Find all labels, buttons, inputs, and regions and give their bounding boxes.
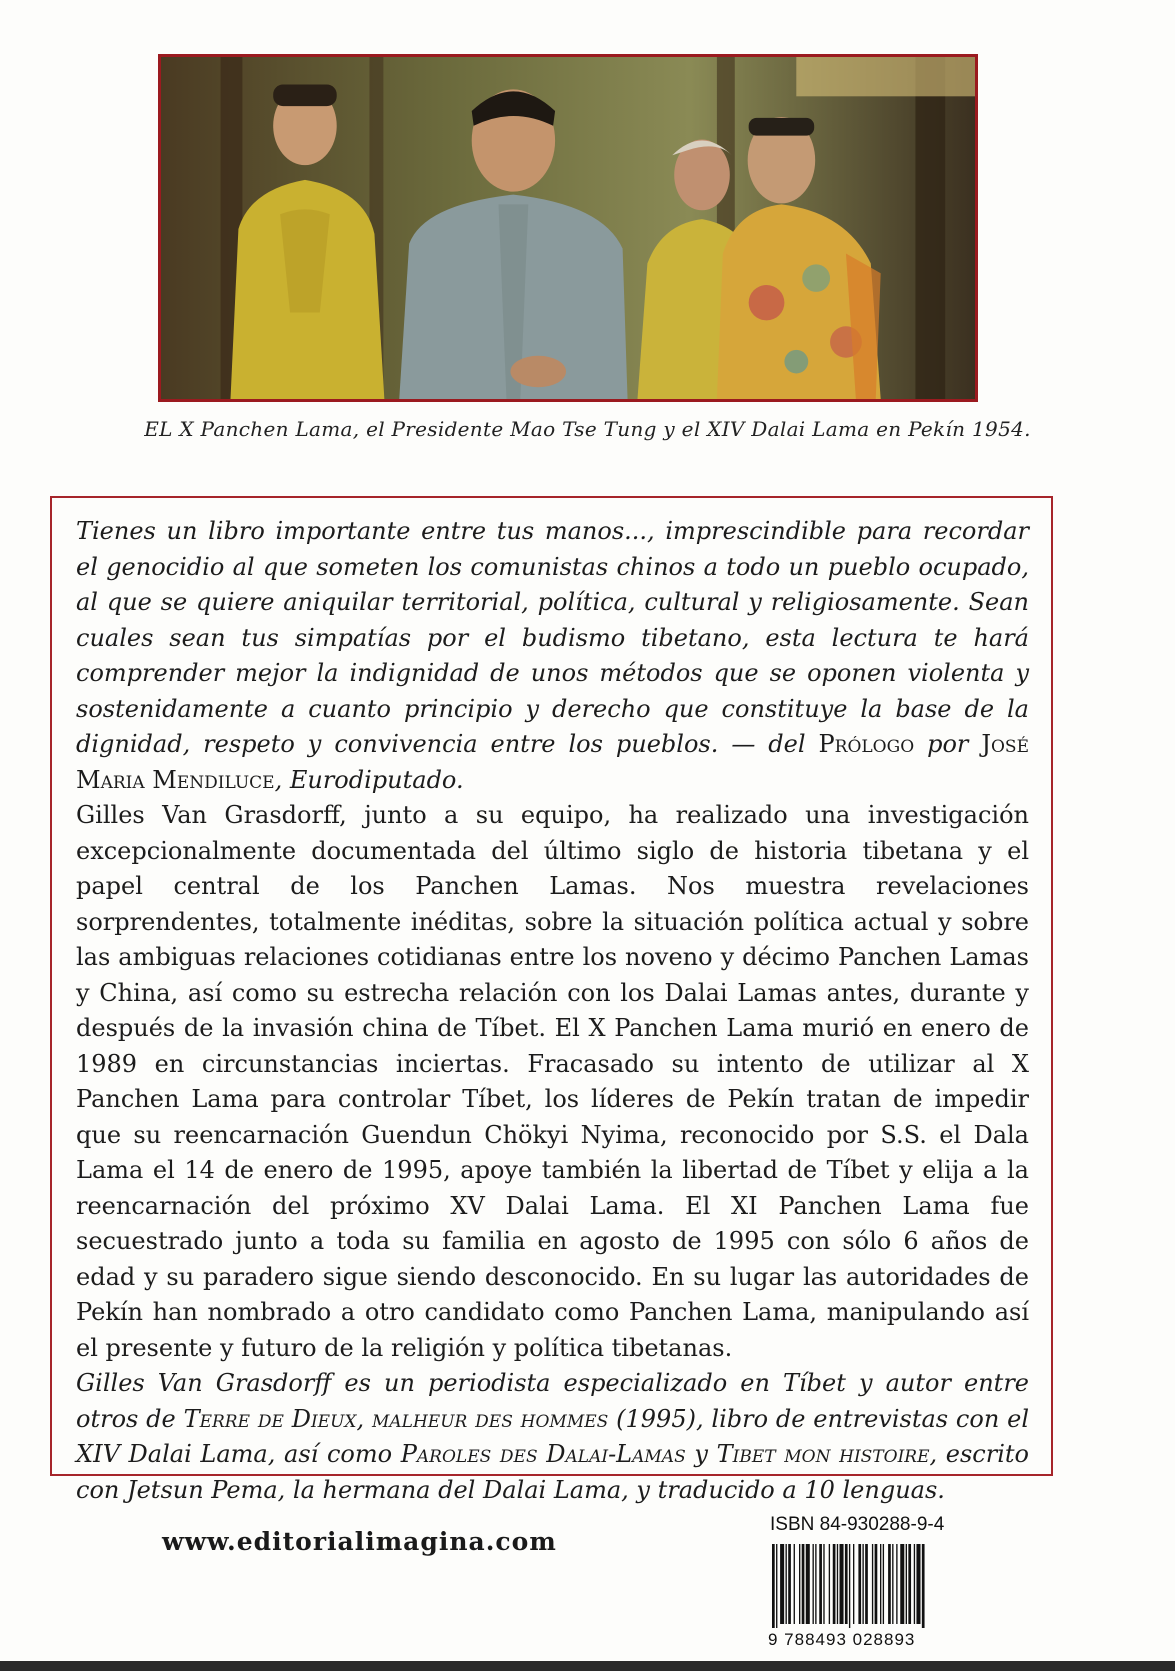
barcode-bar — [883, 1544, 884, 1624]
barcode-bar — [916, 1544, 920, 1624]
barcode-bar — [840, 1544, 844, 1624]
historical-photo-icon — [161, 57, 975, 399]
barcode-bar — [819, 1544, 822, 1624]
barcode-bar — [823, 1544, 824, 1624]
bio-book3: Tibet mon histoire — [716, 1440, 930, 1468]
barcode-bar — [849, 1544, 850, 1628]
quote-by: por — [914, 730, 982, 758]
barcode-bar — [906, 1544, 907, 1624]
prologue-quote — [76, 514, 1029, 798]
barcode-bar — [799, 1544, 800, 1624]
prologue-author: José Maria Mendiluce — [76, 730, 1029, 794]
barcode-bar — [880, 1544, 881, 1624]
barcode-bar — [845, 1544, 848, 1624]
barcode-bar — [788, 1544, 791, 1624]
bio-book1: Terre de Dieux, malheur des hommes — [183, 1404, 609, 1433]
publisher-website[interactable]: www.editorialimagina.com — [162, 1527, 557, 1556]
barcode-bar — [780, 1544, 784, 1624]
bio-part4: , escrito con Jetsun Pema, la hermana del Dalai Lama, y traducido a 10 lenguas. — [76, 1440, 1029, 1504]
bio-part2: (1995), libro de entrevistas con el XIV Dalai Lama, así como — [76, 1404, 1029, 1468]
barcode-bar — [794, 1544, 795, 1624]
page-edge — [0, 1661, 1175, 1671]
author-bio — [76, 1366, 1029, 1508]
bio-part3: y — [685, 1440, 717, 1468]
barcode-bar — [802, 1544, 805, 1624]
quote-text: Tienes un libro importante entre tus manos..., imprescindible para recordar el genocidio al que someten los comunistas chinos a todo un pueblo ocupado, al que se quiere aniquilar territorial, política, cultural y religiosamente. Sean cuales sean tus simpatías por el budismo tibetano, esta lectura te hará comprender mejor la indignidad de unos métodos que se oponen violenta y sostenidamente a cuanto principio y derecho que constituye la base de la dignidad, respeto y convivencia entre los pueblos. — del — [76, 517, 1029, 758]
barcode-bar — [772, 1544, 775, 1628]
barcode-bar — [858, 1544, 861, 1624]
barcode-bar — [865, 1544, 868, 1624]
barcode-bar — [872, 1544, 873, 1624]
barcode-bar — [888, 1544, 891, 1624]
barcode-digits: 9 788493 028893 — [768, 1630, 916, 1649]
barcode-bar — [908, 1544, 911, 1624]
bio-book2: Paroles des Dalai-Lamas — [400, 1440, 686, 1468]
isbn-label: ISBN 84-930288-9-4 — [770, 1514, 945, 1535]
barcode-bar — [900, 1544, 904, 1624]
barcode-bar — [896, 1544, 897, 1624]
synopsis-text: Gilles Van Grasdorff, junto a su equipo, ha realizado una investigación excepcionalmente documentada del último siglo de historia tibetana y el papel central de los Panchen Lamas. Nos muestra revelaciones sorprendentes, totalmente inéditas, sobre la situación política actual y sobre las ambiguas relaciones cotidianas entre los noveno y décimo Panchen Lamas y China, así como su estrecha relación con los Dalai Lamas antes, durante y después de la invasión china de Tíbet. El X Panchen Lama murió en enero de 1989 en circunstancias inciertas. Fracasado su intento de utilizar al X Panchen Lama para controlar Tíbet, los líderes de Pekín tratan de impedir que su reencarnación Guendun Chökyi Nyima, reconocido por S.S. el Dala Lama el 14 de enero de 1995, apoye también la libertad de Tíbet y elija a la reencarnación del próximo XV Dalai Lama. El XI Panchen Lama fue secuestrado junto a toda su familia en agosto de 1995 con sólo 6 años de edad y su paradero sigue siendo desconocido. En su lugar las autoridades de Pekín han nombrado a otro candidato como Panchen Lama, manipulando así el presente y futuro de la religión y política tibetanas. — [76, 801, 1029, 1362]
description-box — [50, 496, 1053, 1504]
barcode-bar — [892, 1544, 893, 1624]
barcode-bar — [776, 1544, 777, 1628]
prologue-author-role: , Eurodiputado. — [274, 765, 464, 794]
bio-part1: Gilles Van Grasdorff es un periodista especializado en Tíbet y autor entre otros de — [76, 1369, 1029, 1433]
photo-caption: EL X Panchen Lama, el Presidente Mao Tse Tung y el XIV Dalai Lama en Pekín 1954. — [144, 417, 1031, 441]
barcode-bar — [833, 1544, 836, 1624]
barcode-bar — [815, 1544, 816, 1624]
cover-photo — [158, 54, 978, 402]
barcode-icon — [770, 1544, 980, 1628]
barcode-bar — [914, 1544, 915, 1624]
barcode-bar — [853, 1544, 854, 1624]
barcode-bar — [829, 1544, 830, 1624]
barcode-bar — [922, 1544, 925, 1628]
barcode-bar — [875, 1544, 878, 1624]
barcode-bar — [862, 1544, 863, 1624]
barcode-bar — [786, 1544, 787, 1624]
prologue-label: Prólogo — [818, 730, 915, 758]
barcode-bar — [806, 1544, 810, 1624]
barcode-bar — [813, 1544, 814, 1624]
barcode-bar — [837, 1544, 838, 1624]
